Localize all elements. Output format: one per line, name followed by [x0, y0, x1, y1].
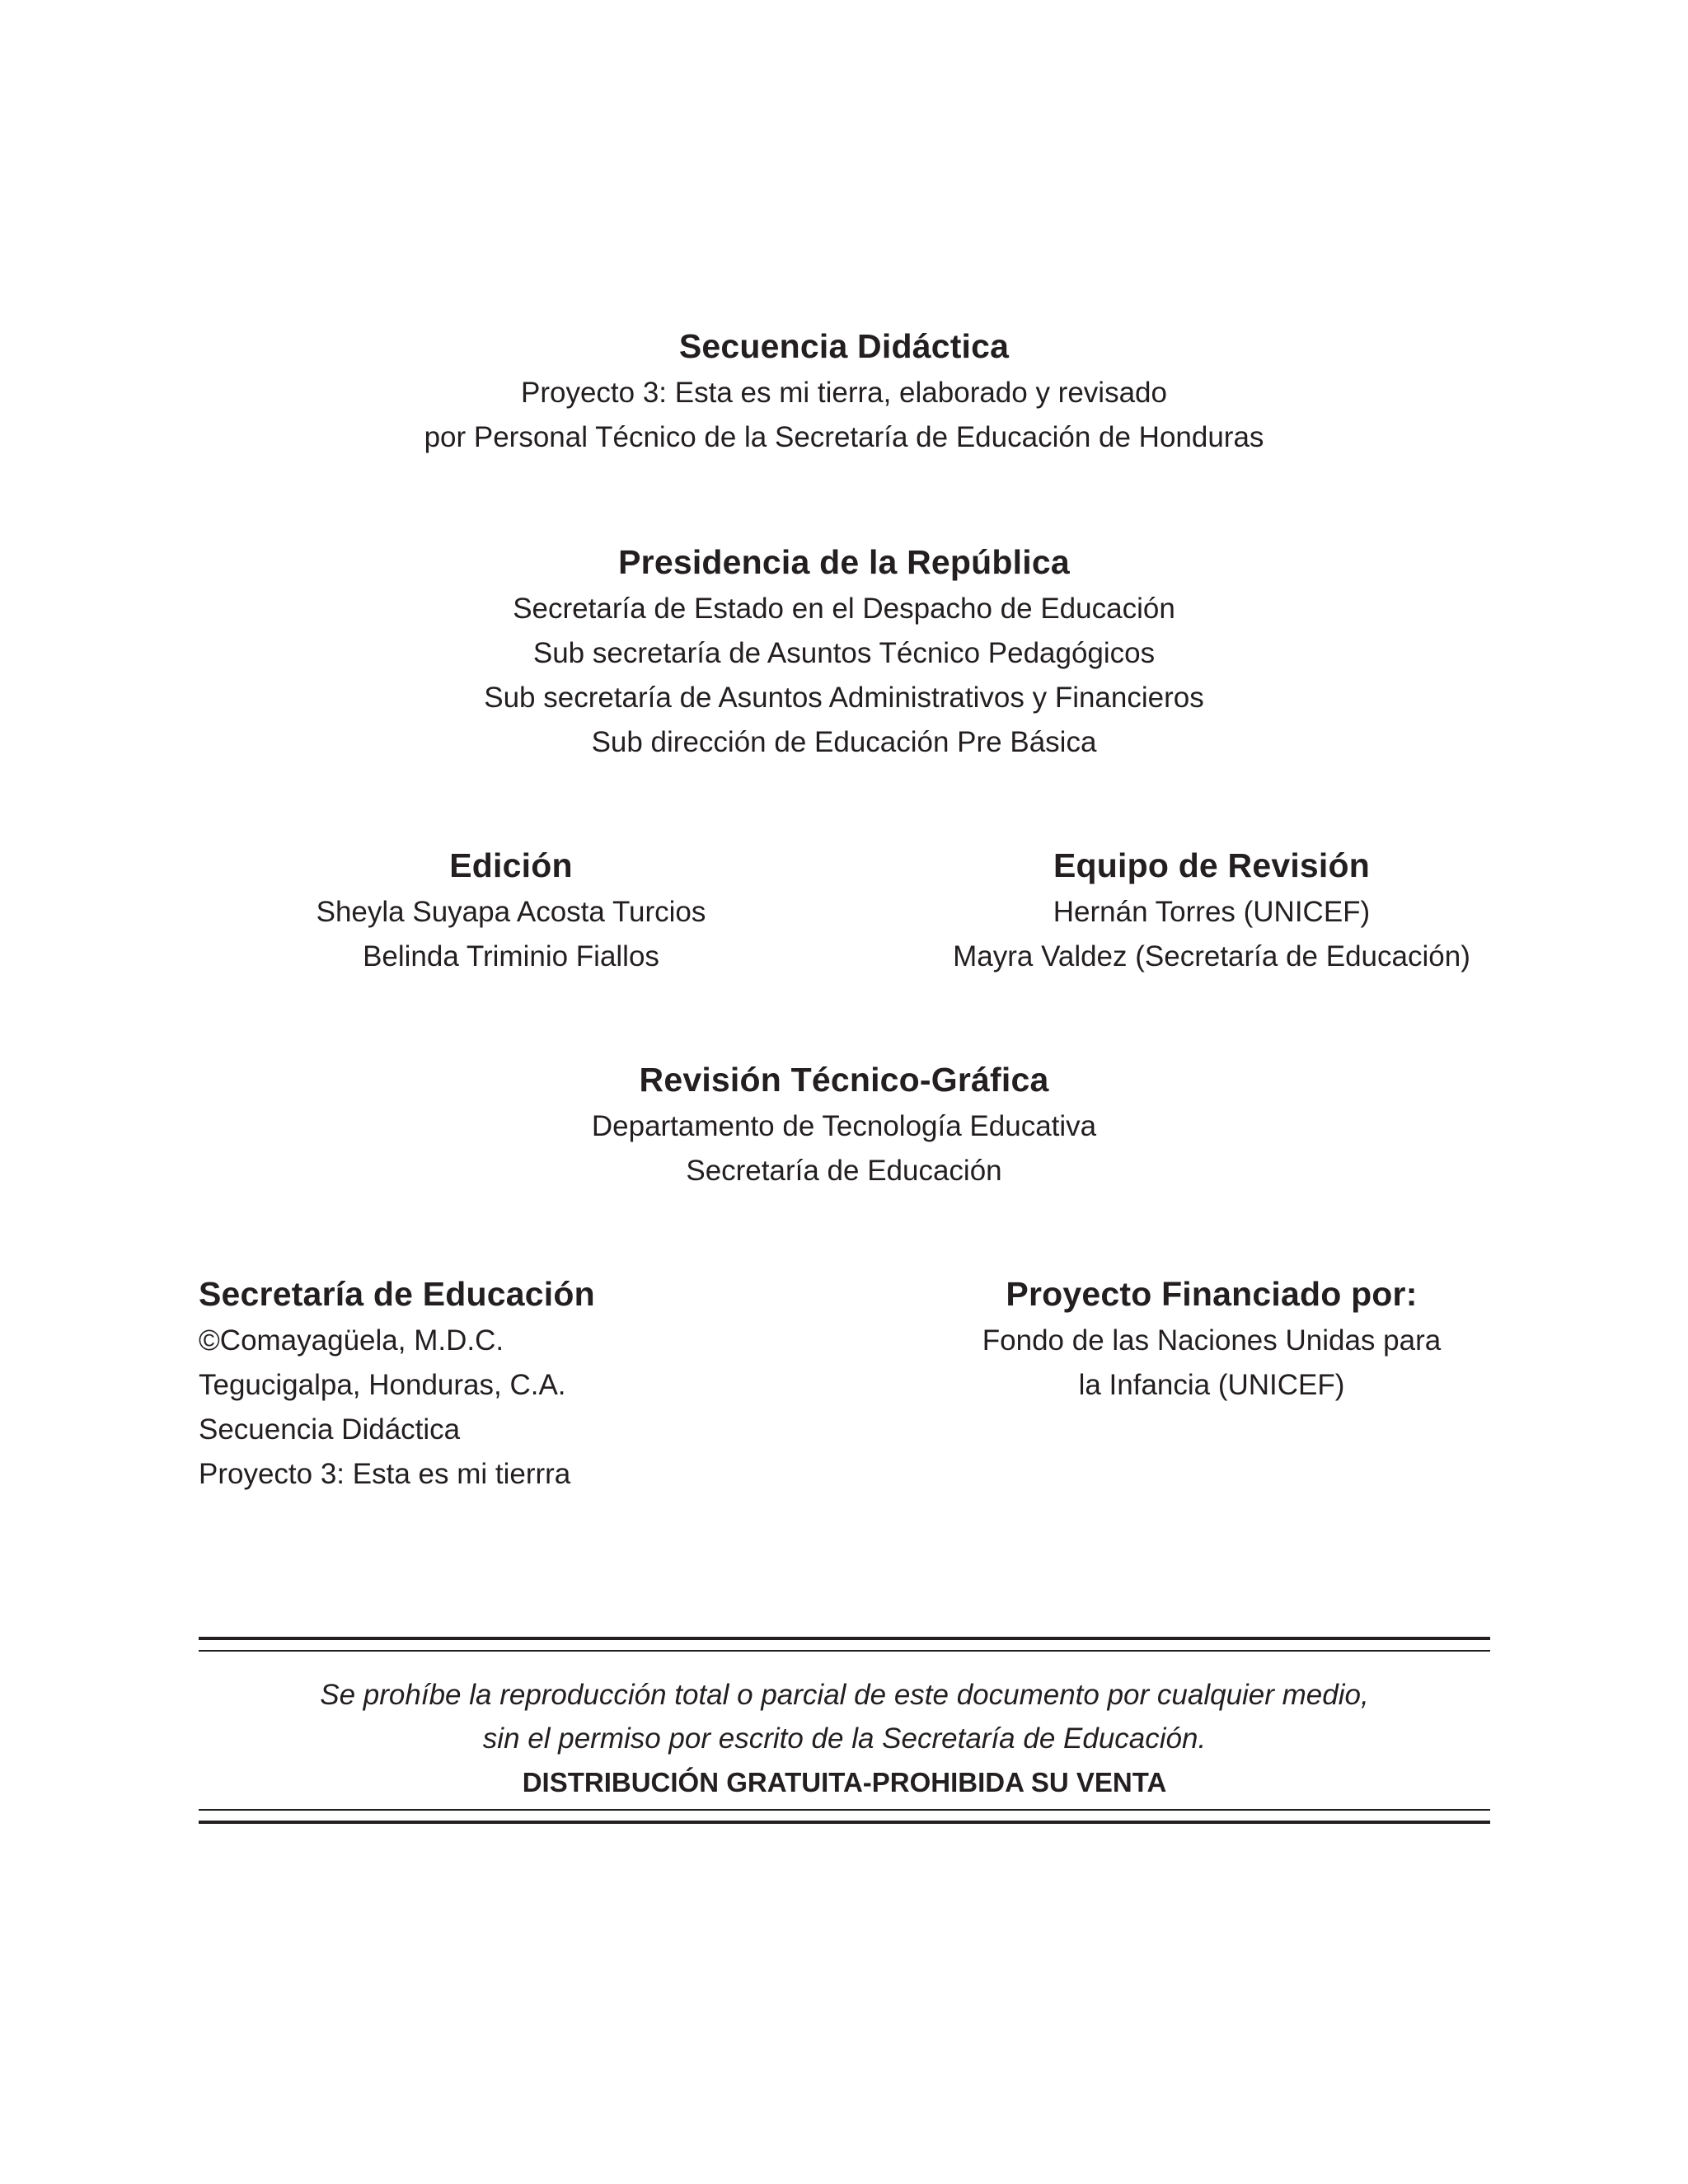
section-line: Fondo de las Naciones Unidas para	[982, 1324, 1442, 1357]
section-line: por Personal Técnico de la Secretaría de Educación de Honduras	[424, 421, 1264, 453]
section-equipo-revision	[882, 841, 1541, 979]
section-line: Tegucigalpa, Honduras, C.A.	[199, 1369, 566, 1401]
notice-distribution: DISTRIBUCIÓN GRATUITA-PROHIBIDA SU VENTA	[522, 1767, 1167, 1797]
divider-top-thin	[199, 1650, 1490, 1652]
section-presidencia	[0, 537, 1688, 765]
section-line: Sub secretaría de Asuntos Técnico Pedagógicos	[532, 637, 1156, 669]
section-line: Secuencia Didáctica	[199, 1413, 461, 1446]
section-line: Proyecto 3: Esta es mi tierrra	[199, 1458, 571, 1490]
section-line: Secretaría de Estado en el Despacho de Educación	[513, 593, 1175, 625]
section-heading: Edición	[449, 846, 573, 884]
section-line: Belinda Triminio Fiallos	[363, 940, 659, 972]
section-heading: Presidencia de la República	[618, 543, 1070, 581]
section-line: Sub secretaría de Asuntos Administrativos y Financieros	[484, 682, 1204, 714]
section-revision-tecnica	[0, 1055, 1688, 1193]
section-secuencia	[0, 321, 1688, 460]
divider-top-thick	[199, 1637, 1490, 1640]
section-line: Secretaría de Educación	[686, 1155, 1002, 1187]
section-financiado	[882, 1269, 1541, 1408]
notice-line: Se prohíbe la reproducción total o parcial de este documento por cualquier medio,	[320, 1679, 1369, 1711]
section-edicion	[264, 841, 758, 979]
section-line: Mayra Valdez (Secretaría de Educación)	[953, 940, 1470, 972]
section-heading: Proyecto Financiado por:	[1006, 1275, 1418, 1313]
notice-line: sin el permiso por escrito de la Secretaría de Educación.	[482, 1722, 1207, 1755]
divider-bottom-thick	[199, 1821, 1490, 1824]
section-line: la Infancia (UNICEF)	[1078, 1369, 1345, 1401]
section-line: ©Comayagüela, M.D.C.	[199, 1324, 504, 1357]
section-heading: Equipo de Revisión	[1053, 846, 1371, 884]
section-secretaria	[199, 1269, 776, 1497]
section-line: Sub dirección de Educación Pre Básica	[591, 726, 1097, 758]
section-heading: Secuencia Didáctica	[678, 327, 1010, 365]
section-heading: Revisión Técnico-Gráfica	[639, 1061, 1049, 1099]
section-line: Departamento de Tecnología Educativa	[591, 1110, 1097, 1142]
section-line: Sheyla Suyapa Acosta Turcios	[316, 896, 706, 928]
section-line: Hernán Torres (UNICEF)	[1053, 896, 1371, 928]
section-line: Proyecto 3: Esta es mi tierra, elaborado y revisado	[521, 377, 1167, 409]
section-heading: Secretaría de Educación	[199, 1275, 595, 1313]
divider-bottom-thin	[199, 1809, 1490, 1811]
copyright-notice	[199, 1673, 1490, 1805]
